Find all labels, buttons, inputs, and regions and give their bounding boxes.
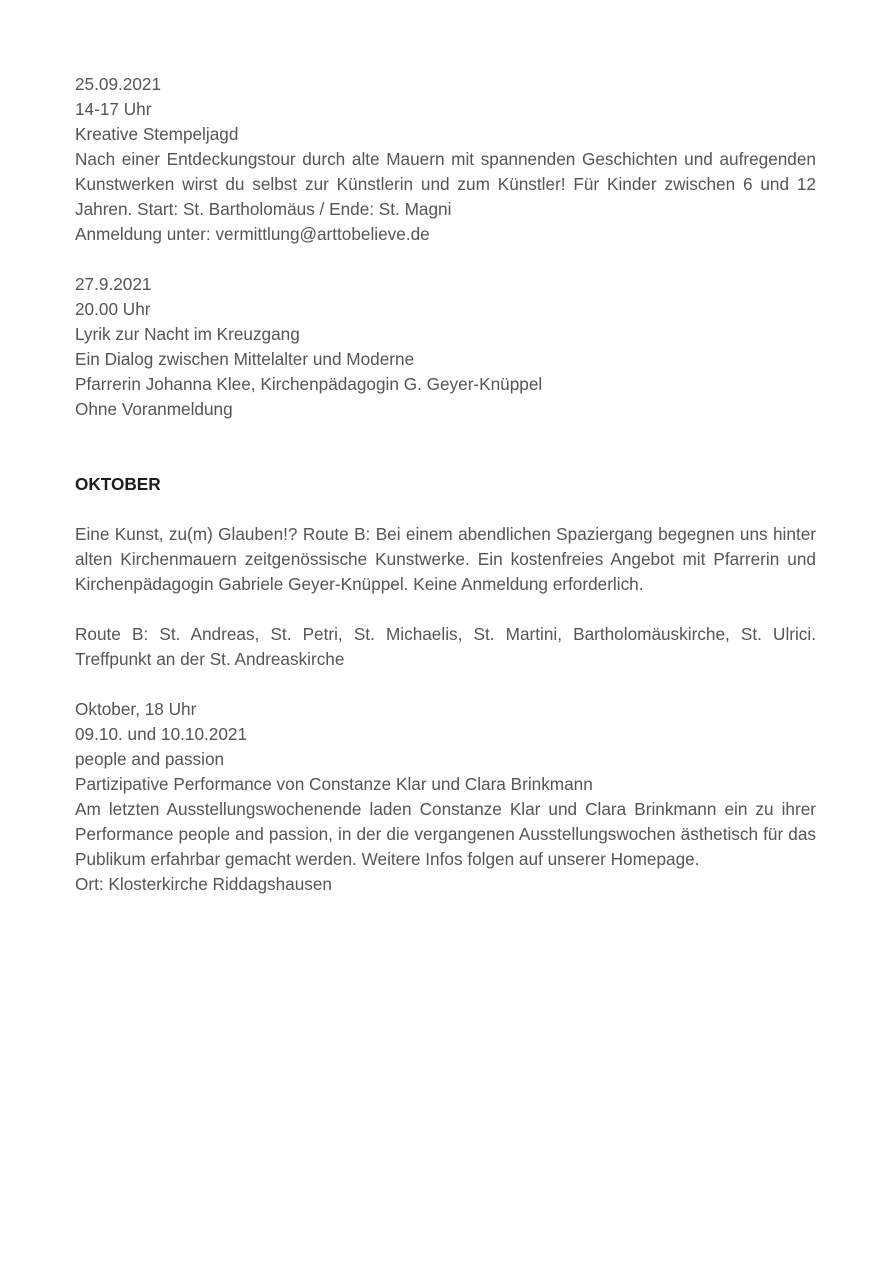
event-registration: Ohne Voranmeldung bbox=[75, 399, 233, 419]
event-dates: 09.10. und 10.10.2021 bbox=[75, 724, 248, 744]
spacer bbox=[75, 247, 816, 272]
event-subtitle: Ein Dialog zwischen Mittelalter und Moderne bbox=[75, 349, 415, 369]
event-location: Ort: Klosterkirche Riddagshausen bbox=[75, 874, 332, 894]
spacer bbox=[75, 422, 816, 472]
route-intro: Eine Kunst, zu(m) Glauben!? Route B: Bei einem abendlichen Spaziergang begegnen uns hinter alten Kirchenmauern zeitgenössische Kunstwerke. Ein kostenfreies Angebot mit Pfarrerin und Kirchenpädagogin Gabriele Geyer-Knüppel. Keine Anmeldung erforderlich. bbox=[75, 524, 816, 594]
section-heading-october: OKTOBER bbox=[75, 474, 161, 494]
spacer bbox=[75, 672, 816, 697]
event-date: 25.09.2021 bbox=[75, 74, 162, 94]
event-when: Oktober, 18 Uhr bbox=[75, 699, 197, 719]
event-time: 14-17 Uhr bbox=[75, 99, 152, 119]
event-title: people and passion bbox=[75, 749, 225, 769]
event-time: 20.00 Uhr bbox=[75, 299, 151, 319]
event-lyrik bbox=[75, 272, 816, 422]
event-title: Lyrik zur Nacht im Kreuzgang bbox=[75, 324, 300, 344]
event-subtitle: Partizipative Performance von Constanze Klar und Clara Brinkmann bbox=[75, 774, 593, 794]
event-date: 27.9.2021 bbox=[75, 274, 152, 294]
route-stops: Route B: St. Andreas, St. Petri, St. Michaelis, St. Martini, Bartholomäuskirche, St. Ulrici. Treffpunkt an der St. Andreaskirche bbox=[75, 624, 816, 669]
event-title: Kreative Stempeljagd bbox=[75, 124, 239, 144]
event-description: Am letzten Ausstellungswochenende laden Constanze Klar und Clara Brinkmann ein zu ihrer Performance people and passion, in der die vergangenen Ausstellungswochen ästhetisch für das Publikum erfahrbar gemacht werden. Weitere Infos folgen auf unserer Homepage. bbox=[75, 799, 816, 869]
event-registration: Anmeldung unter: vermittlung@arttobelieve.de bbox=[75, 224, 430, 244]
event-people: Pfarrerin Johanna Klee, Kirchenpädagogin G. Geyer-Knüppel bbox=[75, 374, 543, 394]
event-description: Nach einer Entdeckungstour durch alte Mauern mit spannenden Geschichten und aufregenden Kunstwerken wirst du selbst zur Künstlerin und zum Künstler! Für Kinder zwischen 6 und 12 Jahren. Start: St. Bartholomäus / Ende: St. Magni bbox=[75, 149, 816, 219]
event-stempeljagd bbox=[75, 72, 816, 247]
event-people-and-passion bbox=[75, 697, 816, 897]
spacer bbox=[75, 497, 816, 522]
spacer bbox=[75, 597, 816, 622]
